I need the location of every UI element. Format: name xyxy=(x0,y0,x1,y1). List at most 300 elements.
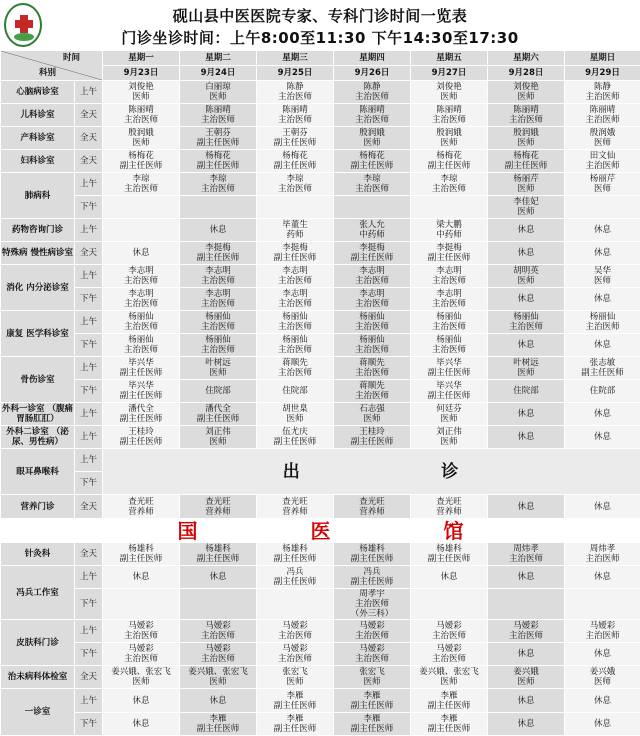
doctor-title: 副主任医师 xyxy=(411,554,487,564)
doctor-title: 副主任医师 xyxy=(103,437,179,447)
schedule-cell xyxy=(411,196,488,219)
schedule-cell xyxy=(257,426,334,449)
session-period: 上午 xyxy=(75,426,103,449)
doctor-name: 陈丽晴 xyxy=(334,105,410,115)
day-date-header: 9月27日 xyxy=(411,66,488,81)
doctor-name: 休息 xyxy=(488,409,564,419)
doctor-title: 副主任医师 xyxy=(257,577,333,587)
schedule-cell xyxy=(334,620,411,643)
doctor-title: 医师 xyxy=(103,138,179,148)
schedule-cell xyxy=(488,173,565,196)
doctor-name: 杨梅花 xyxy=(488,151,564,161)
department-name: 儿科诊室 xyxy=(1,104,75,127)
schedule-cell xyxy=(180,589,257,620)
doctor-title: 医师 xyxy=(488,677,564,687)
schedule-cell xyxy=(488,666,565,689)
session-period: 下午 xyxy=(75,643,103,666)
doctor-name: 休息 xyxy=(180,696,256,706)
doctor-name: 休息 xyxy=(103,696,179,706)
doctor-title: 主治医师 xyxy=(334,599,410,609)
doctor-title: 副主任医师 xyxy=(257,161,333,171)
doctor-title: 医师 xyxy=(180,677,256,687)
doctor-name: 陈丽晴 xyxy=(103,105,179,115)
doctor-title: 医师 xyxy=(411,92,487,102)
doctor-name: 叶树远 xyxy=(180,358,256,368)
doctor-title: 副主任医师 xyxy=(180,253,256,263)
session-period: 下午 xyxy=(75,380,103,403)
schedule-cell xyxy=(257,81,334,104)
doctor-name: 刘俊艳 xyxy=(411,82,487,92)
schedule-cell xyxy=(103,713,180,736)
doctor-title: 医师 xyxy=(334,677,410,687)
doctor-name: 刘俊艳 xyxy=(488,82,564,92)
schedule-cell xyxy=(565,242,640,265)
schedule-cell xyxy=(180,566,257,589)
doctor-name: 休息 xyxy=(488,340,564,350)
schedule-row xyxy=(1,311,640,334)
schedule-cell xyxy=(103,620,180,643)
session-period: 上午 xyxy=(75,265,103,288)
doctor-name: 李挺梅 xyxy=(180,243,256,253)
doctor-name: 马嫒彩 xyxy=(411,621,487,631)
schedule-cell xyxy=(180,311,257,334)
doctor-title: 主治医师 xyxy=(411,654,487,664)
doctor-name: 休息 xyxy=(565,225,640,235)
table-corner-header xyxy=(1,51,103,81)
schedule-cell xyxy=(411,81,488,104)
doctor-name: 蒋顺先 xyxy=(334,381,410,391)
doctor-name: 休息 xyxy=(488,432,564,442)
schedule-cell xyxy=(103,127,180,150)
schedule-cell xyxy=(180,150,257,173)
department-name: 药物咨询门诊 xyxy=(1,219,75,242)
doctor-name: 休息 xyxy=(565,409,640,419)
merged-text-right: 诊 xyxy=(441,467,460,477)
doctor-title: 主治医师 xyxy=(411,115,487,125)
schedule-cell xyxy=(411,357,488,380)
doctor-title: 医师 xyxy=(488,184,564,194)
doctor-title: 医师 xyxy=(257,677,333,687)
doctor-name: 杨丽仙 xyxy=(411,335,487,345)
doctor-title: 副主任医师 xyxy=(180,161,256,171)
schedule-cell xyxy=(565,357,640,380)
department-name: 康复 医学科诊室 xyxy=(1,311,75,357)
session-period: 下午 xyxy=(75,713,103,736)
schedule-cell xyxy=(565,104,640,127)
doctor-name: 陈静 xyxy=(565,82,640,92)
schedule-cell xyxy=(180,219,257,242)
schedule-cell xyxy=(565,288,640,311)
doctor-title: 主治医师 xyxy=(103,276,179,286)
schedule-cell xyxy=(103,403,180,426)
schedule-cell xyxy=(257,334,334,357)
doctor-title: 医师 xyxy=(565,184,640,194)
doctor-name: 毕兴华 xyxy=(103,381,179,391)
session-period: 全天 xyxy=(75,543,103,566)
doctor-name: 休息 xyxy=(565,248,640,258)
schedule-cell xyxy=(334,104,411,127)
schedule-cell xyxy=(411,288,488,311)
schedule-cell xyxy=(334,566,411,589)
doctor-title: 副主任医师 xyxy=(334,724,410,734)
doctor-name: 张宏飞 xyxy=(334,667,410,677)
doctor-title: 副主任医师 xyxy=(334,437,410,447)
schedule-cell xyxy=(411,127,488,150)
session-period: 上午 xyxy=(75,403,103,426)
doctor-name: 李雁 xyxy=(411,691,487,701)
doctor-name: 休息 xyxy=(488,225,564,235)
schedule-cell xyxy=(257,150,334,173)
schedule-cell xyxy=(488,713,565,736)
doctor-name: 马嫒彩 xyxy=(257,621,333,631)
doctor-name: 休息 xyxy=(488,294,564,304)
doctor-name: 杨丽仙 xyxy=(334,312,410,322)
schedule-cell xyxy=(411,620,488,643)
doctor-title: 主治医师 xyxy=(103,115,179,125)
schedule-cell xyxy=(180,288,257,311)
doctor-title: 副主任医师 xyxy=(257,437,333,447)
doctor-name: 田文仙 xyxy=(565,151,640,161)
schedule-row xyxy=(1,265,640,288)
doctor-name: 杨梅花 xyxy=(103,151,179,161)
tcm-banner xyxy=(1,519,640,543)
doctor-title: 副主任医师 xyxy=(257,701,333,711)
doctor-name: 李琼 xyxy=(257,174,333,184)
day-date-header: 9月26日 xyxy=(334,66,411,81)
doctor-name: 李志明 xyxy=(257,266,333,276)
schedule-cell xyxy=(334,242,411,265)
schedule-cell xyxy=(180,196,257,219)
schedule-row xyxy=(1,357,640,380)
doctor-title: 副主任医师 xyxy=(180,724,256,734)
doctor-title: 医师 xyxy=(334,138,410,148)
doctor-name: 刘正伟 xyxy=(411,427,487,437)
doctor-title: 主治医师 xyxy=(103,322,179,332)
doctor-title: 医师 xyxy=(103,92,179,102)
schedule-cell xyxy=(565,173,640,196)
doctor-name: 杨丽芹 xyxy=(488,174,564,184)
doctor-title: 中药师 xyxy=(411,230,487,240)
schedule-cell xyxy=(488,643,565,666)
schedule-row xyxy=(1,566,640,589)
schedule-row xyxy=(1,334,640,357)
schedule-cell xyxy=(565,265,640,288)
session-period: 上午 xyxy=(75,311,103,334)
doctor-name: 李挺梅 xyxy=(334,243,410,253)
schedule-cell xyxy=(180,380,257,403)
doctor-title: 医师 xyxy=(180,368,256,378)
schedule-cell xyxy=(565,380,640,403)
schedule-cell xyxy=(334,288,411,311)
schedule-cell xyxy=(411,543,488,566)
doctor-title: 主治医师 xyxy=(334,184,410,194)
doctor-name: 陈丽晴 xyxy=(411,105,487,115)
schedule-cell xyxy=(103,689,180,713)
schedule-cell xyxy=(180,426,257,449)
schedule-cell xyxy=(103,566,180,589)
schedule-cell xyxy=(257,265,334,288)
doctor-title: 副主任医师 xyxy=(488,161,564,171)
schedule-cell xyxy=(488,265,565,288)
doctor-name: 李琼 xyxy=(180,174,256,184)
session-period: 全天 xyxy=(75,127,103,150)
doctor-title: 中药师 xyxy=(334,230,410,240)
doctor-title: 主治医师 xyxy=(257,345,333,355)
doctor-title: 医师 xyxy=(565,677,640,687)
doctor-name: 姜兴娥、张宏飞 xyxy=(180,667,256,677)
session-period: 上午 xyxy=(75,449,103,472)
doctor-title: 主治医师 xyxy=(103,654,179,664)
doctor-name: 休息 xyxy=(565,696,640,706)
schedule-cell xyxy=(334,403,411,426)
out-of-office-merged-cell xyxy=(103,449,640,495)
schedule-cell xyxy=(103,219,180,242)
doctor-name: 休息 xyxy=(565,572,640,582)
schedule-cell xyxy=(103,311,180,334)
doctor-name: 殷润娥 xyxy=(334,128,410,138)
doctor-name: 殷润娥 xyxy=(103,128,179,138)
doctor-name: 马嫒彩 xyxy=(180,644,256,654)
schedule-cell xyxy=(488,589,565,620)
schedule-row xyxy=(1,104,640,127)
schedule-cell xyxy=(103,589,180,620)
session-period: 全天 xyxy=(75,150,103,173)
doctor-name: 休息 xyxy=(565,294,640,304)
doctor-title: 医师 xyxy=(334,414,410,424)
schedule-cell xyxy=(103,666,180,689)
schedule-row xyxy=(1,150,640,173)
doctor-title: 主治医师 xyxy=(103,299,179,309)
doctor-name: 姜兴娥、张宏飞 xyxy=(103,667,179,677)
doctor-name: 杨梅花 xyxy=(257,151,333,161)
schedule-cell xyxy=(257,104,334,127)
doctor-title: 主治医师 xyxy=(411,276,487,286)
schedule-cell xyxy=(565,150,640,173)
day-date-header: 9月25日 xyxy=(257,66,334,81)
doctor-name: 住院部 xyxy=(565,386,640,396)
doctor-name: 杨丽仙 xyxy=(334,335,410,345)
schedule-cell xyxy=(180,127,257,150)
doctor-name: 杨雄科 xyxy=(180,544,256,554)
day-name-header: 星期一 xyxy=(103,51,180,66)
schedule-row xyxy=(1,127,640,150)
doctor-title: 主治医师 xyxy=(180,322,256,332)
session-period: 上午 xyxy=(75,357,103,380)
doctor-dept-note: （外三科） xyxy=(334,609,410,619)
schedule-row xyxy=(1,403,640,426)
schedule-cell xyxy=(411,426,488,449)
day-date-header: 9月28日 xyxy=(488,66,565,81)
doctor-name: 李雁 xyxy=(180,714,256,724)
schedule-cell xyxy=(257,543,334,566)
schedule-cell xyxy=(257,566,334,589)
schedule-cell xyxy=(257,196,334,219)
doctor-name: 休息 xyxy=(488,649,564,659)
doctor-title: 副主任医师 xyxy=(257,253,333,263)
doctor-name: 李挺梅 xyxy=(411,243,487,253)
doctor-title: 主治医师 xyxy=(257,299,333,309)
doctor-name: 王朝芬 xyxy=(257,128,333,138)
doctor-title: 医师 xyxy=(411,437,487,447)
doctor-title: 副主任医师 xyxy=(334,161,410,171)
schedule-cell xyxy=(488,104,565,127)
doctor-title: 副主任医师 xyxy=(334,577,410,587)
doctor-title: 副主任医师 xyxy=(411,724,487,734)
schedule-cell xyxy=(180,689,257,713)
schedule-row xyxy=(1,219,640,242)
doctor-name: 李志明 xyxy=(411,289,487,299)
schedule-cell xyxy=(411,311,488,334)
doctor-title: 副主任医师 xyxy=(411,161,487,171)
schedule-cell xyxy=(488,219,565,242)
session-period: 下午 xyxy=(75,589,103,620)
banner-char: 馆 xyxy=(444,526,464,536)
doctor-name: 刘俊艳 xyxy=(103,82,179,92)
schedule-cell xyxy=(334,81,411,104)
day-name-header: 星期六 xyxy=(488,51,565,66)
doctor-name: 查光旺 xyxy=(334,497,410,507)
schedule-cell xyxy=(103,357,180,380)
doctor-name: 马嫒彩 xyxy=(257,644,333,654)
department-name: 治未病科体检室 xyxy=(1,666,75,689)
schedule-cell xyxy=(334,311,411,334)
schedule-cell xyxy=(334,380,411,403)
doctor-title: 副主任医师 xyxy=(257,554,333,564)
day-name-header: 星期三 xyxy=(257,51,334,66)
department-name: 皮肤科门诊 xyxy=(1,620,75,666)
doctor-name: 冯兵 xyxy=(257,567,333,577)
doctor-name: 杨丽仙 xyxy=(411,312,487,322)
doctor-name: 殷润娥 xyxy=(565,128,640,138)
schedule-cell xyxy=(565,620,640,643)
doctor-name: 休息 xyxy=(488,572,564,582)
department-name: 特殊病 慢性病诊室 xyxy=(1,242,75,265)
schedule-row xyxy=(1,495,640,519)
schedule-cell xyxy=(180,81,257,104)
schedule-cell xyxy=(565,566,640,589)
doctor-title: 副主任医师 xyxy=(334,253,410,263)
department-name: 心脑病诊室 xyxy=(1,81,75,104)
doctor-title: 主治医师 xyxy=(488,631,564,641)
schedule-cell xyxy=(488,620,565,643)
schedule-cell xyxy=(411,219,488,242)
doctor-name: 杨雄科 xyxy=(103,544,179,554)
doctor-name: 查光旺 xyxy=(257,497,333,507)
doctor-title: 主治医师 xyxy=(411,631,487,641)
doctor-name: 李雁 xyxy=(334,714,410,724)
department-name: 冯兵工作室 xyxy=(1,566,75,620)
schedule-cell xyxy=(103,196,180,219)
schedule-cell xyxy=(334,265,411,288)
department-name: 妇科诊室 xyxy=(1,150,75,173)
doctor-title: 主治医师 xyxy=(334,345,410,355)
doctor-name: 陈丽晴 xyxy=(488,105,564,115)
department-name: 产科诊室 xyxy=(1,127,75,150)
day-name-header: 星期二 xyxy=(180,51,257,66)
schedule-cell xyxy=(565,543,640,566)
schedule-cell xyxy=(488,495,565,519)
schedule-cell xyxy=(411,150,488,173)
doctor-title: 副主任医师 xyxy=(103,414,179,424)
schedule-cell xyxy=(334,689,411,713)
doctor-title: 医师 xyxy=(488,92,564,102)
schedule-row xyxy=(1,196,640,219)
doctor-name: 毕董生 xyxy=(257,220,333,230)
doctor-name: 休息 xyxy=(565,719,640,729)
doctor-name: 周孝宇 xyxy=(334,589,410,599)
session-period: 下午 xyxy=(75,472,103,495)
doctor-name: 姜兴娥 xyxy=(488,667,564,677)
doctor-title: 药师 xyxy=(257,230,333,240)
doctor-title: 医师 xyxy=(488,207,564,217)
schedule-cell xyxy=(257,173,334,196)
doctor-title: 主治医师 xyxy=(180,631,256,641)
schedule-cell xyxy=(103,334,180,357)
schedule-cell xyxy=(411,643,488,666)
doctor-title: 主治医师 xyxy=(565,161,640,171)
doctor-title: 主治医师 xyxy=(180,276,256,286)
schedule-row xyxy=(1,242,640,265)
session-period: 下午 xyxy=(75,196,103,219)
doctor-name: 潘代全 xyxy=(180,404,256,414)
doctor-title: 副主任医师 xyxy=(334,701,410,711)
doctor-title: 主治医师 xyxy=(257,654,333,664)
schedule-cell xyxy=(180,334,257,357)
schedule-cell xyxy=(334,589,411,620)
schedule-row xyxy=(1,288,640,311)
schedule-cell xyxy=(411,666,488,689)
schedule-cell xyxy=(103,81,180,104)
doctor-name: 李琼 xyxy=(411,174,487,184)
doctor-name: 伍尤庆 xyxy=(257,427,333,437)
doctor-title: 医师 xyxy=(411,414,487,424)
schedule-cell xyxy=(180,265,257,288)
doctor-title: 营养师 xyxy=(180,507,256,517)
schedule-cell xyxy=(103,150,180,173)
schedule-cell xyxy=(488,81,565,104)
doctor-title: 主治医师 xyxy=(334,654,410,664)
session-period: 上午 xyxy=(75,620,103,643)
doctor-name: 休息 xyxy=(488,502,564,512)
doctor-title: 主治医师 xyxy=(180,184,256,194)
doctor-title: 主治医师 xyxy=(180,345,256,355)
doctor-title: 副主任医师 xyxy=(103,161,179,171)
session-period: 全天 xyxy=(75,104,103,127)
schedule-cell xyxy=(488,196,565,219)
schedule-cell xyxy=(411,334,488,357)
session-period: 全天 xyxy=(75,242,103,265)
schedule-cell xyxy=(257,380,334,403)
schedule-cell xyxy=(103,104,180,127)
department-name: 消化 内分泌诊室 xyxy=(1,265,75,311)
day-name-header: 星期四 xyxy=(334,51,411,66)
doctor-name: 殷润娥 xyxy=(488,128,564,138)
department-name: 外科一诊室 （腹痛胃肠肛肛） xyxy=(1,403,75,426)
doctor-title: 医师 xyxy=(488,138,564,148)
schedule-cell xyxy=(411,104,488,127)
doctor-name: 休息 xyxy=(411,572,487,582)
doctor-name: 毕兴华 xyxy=(103,358,179,368)
schedule-cell xyxy=(488,426,565,449)
schedule-cell xyxy=(565,81,640,104)
doctor-name: 吴华 xyxy=(565,266,640,276)
schedule-cell xyxy=(488,380,565,403)
doctor-title: 主治医师 xyxy=(565,554,640,564)
doctor-title: 主治医师 xyxy=(565,631,640,641)
doctor-title: 主治医师 xyxy=(257,368,333,378)
doctor-title: 营养师 xyxy=(257,507,333,517)
schedule-cell xyxy=(257,219,334,242)
